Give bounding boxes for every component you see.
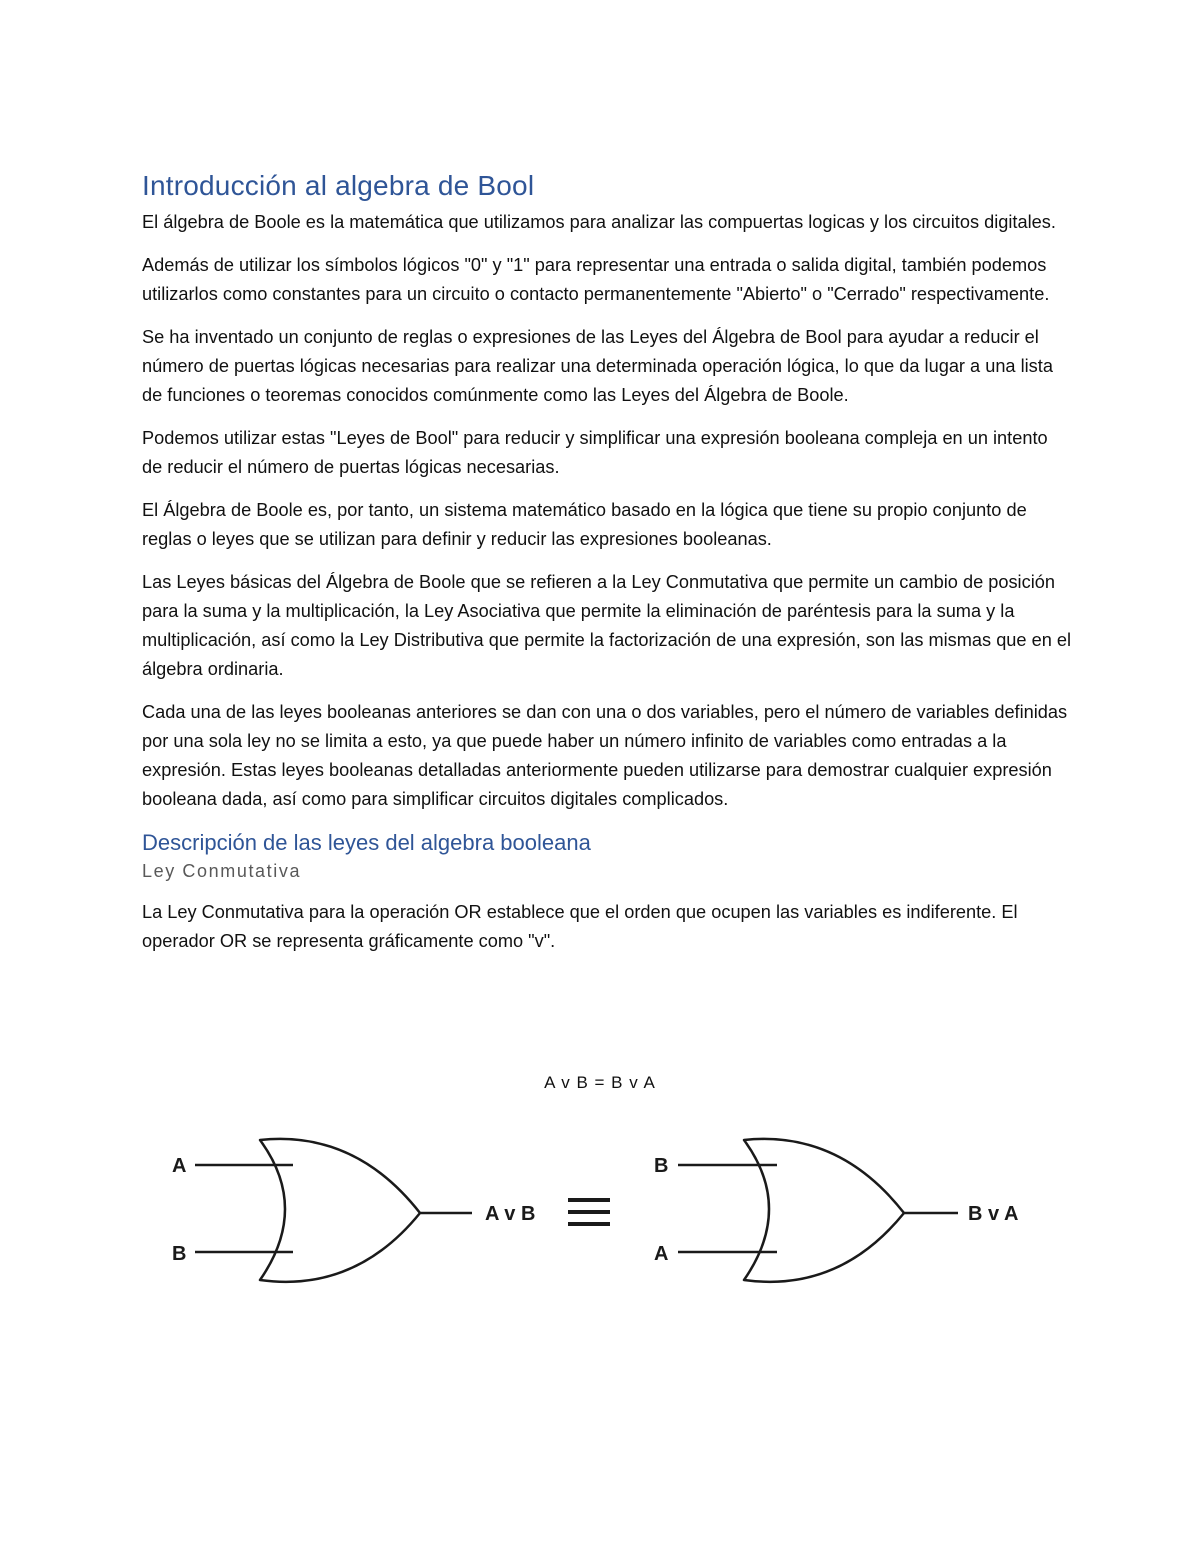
section-paragraph: La Ley Conmutativa para la operación OR establece que el orden que ocupen las variables es indiferente. El operador OR se representa gráficamente como "v".	[142, 901, 1018, 951]
right-or-gate	[654, 1139, 1018, 1282]
paragraph-1: El álgebra de Boole es la matemática que utilizamos para analizar las compuertas logicas y los circuitos digitales.	[142, 212, 1056, 232]
paragraph-6: Las Leyes básicas del Álgebra de Boole que se refieren a la Ley Conmutativa que permite un cambio de posición para la suma y la multiplicación, la Ley Asociativa que permite la eliminación de paréntesis para la suma y la multiplicación, así como la Ley Distributiva que permite la factorización de una expresión, son las mismas que en el álgebra ordinaria.	[142, 572, 1072, 679]
right-or-gate-body	[744, 1139, 904, 1282]
left-gate-input-bottom-label: B	[172, 1243, 187, 1265]
or-gate-diagram	[150, 1125, 1050, 1300]
paragraph-3: Se ha inventado un conjunto de reglas o expresiones de las Leyes del Álgebra de Bool para ayudar a reducir el número de puertas lógicas necesarias para realizar una determinada operación lógica, lo que da lugar a una lista de funciones o teoremas conocidos comúnmente como las Leyes del Álgebra de Boole.	[142, 327, 1053, 405]
left-or-gate	[172, 1139, 535, 1282]
paragraph-4: Podemos utilizar estas "Leyes de Bool" para reducir y simplificar una expresión booleana compleja en un intento de reducir el número de puertas lógicas necesarias.	[142, 428, 1048, 478]
paragraph-2: Además de utilizar los símbolos lógicos "0" y "1" para representar una entrada o salida digital, también podemos utilizarlos como constantes para un circuito o contacto permanentemente "Abierto" o "Cerrado" respectivamente.	[142, 255, 1050, 305]
section-subheading: Ley Conmutativa	[142, 860, 302, 881]
right-gate-input-top-label: B	[654, 1155, 669, 1177]
section-heading: Descripción de las leyes del algebra booleana	[142, 829, 591, 855]
commutative-formula: A v B = B v A	[544, 1073, 656, 1092]
right-gate-output-label: B v A	[968, 1203, 1019, 1225]
left-or-gate-body	[260, 1139, 420, 1282]
left-gate-output-label: A v B	[485, 1203, 536, 1225]
document-body	[142, 168, 1072, 970]
paragraph-5: El Álgebra de Boole es, por tanto, un sistema matemático basado en la lógica que tiene su propio conjunto de reglas o leyes que se utilizan para definir y reducir las expresiones booleanas.	[142, 500, 1027, 550]
equivalence-symbol	[568, 1200, 610, 1224]
page-title: Introducción al algebra de Bool	[142, 170, 535, 201]
right-gate-input-bottom-label: A	[654, 1243, 669, 1265]
paragraph-7: Cada una de las leyes booleanas anteriores se dan con una o dos variables, pero el número de variables definidas por una sola ley no se limita a esto, ya que puede haber un número infinito de variables como entradas a la expresión. Estas leyes booleanas detalladas anteriormente pueden utilizarse para demostrar cualquier expresión booleana dada, así como para simplificar circuitos digitales complicados.	[142, 702, 1068, 809]
left-gate-input-top-label: A	[172, 1155, 187, 1177]
